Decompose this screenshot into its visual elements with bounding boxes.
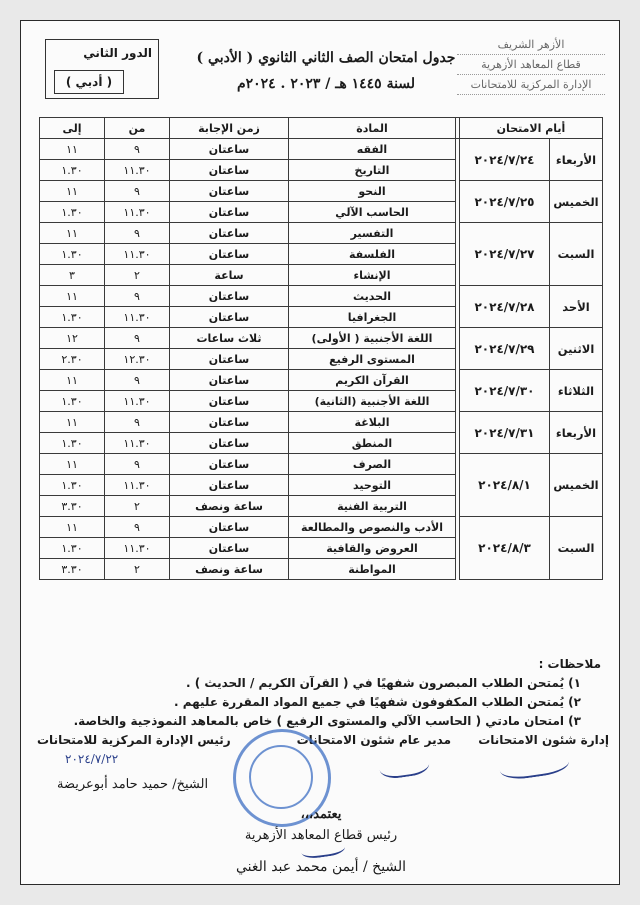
note-item: ١) يُمتحن الطلاب المبصرون شفهيًا في ( القرآن الكريم / الحديث ) .: [185, 676, 581, 690]
duration-cell: ساعتان: [170, 223, 289, 244]
date-cell: ٢٠٢٤/٧/٢٤: [460, 139, 550, 181]
title-line-2: لسنة ١٤٤٥ هـ / ٢٠٢٣ . ٢٠٢٤م: [236, 76, 416, 92]
to-cell: ١١: [40, 286, 105, 307]
column-gap: [456, 454, 460, 517]
day-cell: السبت: [550, 223, 603, 286]
table-header-row: [40, 118, 603, 139]
date-cell: ٢٠٢٤/٨/٣: [460, 517, 550, 580]
from-cell: ٩: [105, 517, 170, 538]
date-cell: ٢٠٢٤/٧/٢٨: [460, 286, 550, 328]
from-cell: ٩: [105, 412, 170, 433]
column-gap: [456, 223, 460, 286]
duration-cell: ساعتان: [170, 370, 289, 391]
from-cell: ١١.٣٠: [105, 391, 170, 412]
letterhead-line-3: الإدارة المركزية للامتحانات: [457, 75, 605, 95]
duration-cell: ساعتان: [170, 517, 289, 538]
subject-cell: البلاغة: [289, 412, 456, 433]
subject-cell: الحاسب الآلي: [289, 202, 456, 223]
col-header-subject: المادة: [289, 118, 456, 139]
day-cell: الخميس: [550, 181, 603, 223]
to-cell: ١.٣٠: [40, 307, 105, 328]
table-row: [40, 517, 603, 538]
table-row: [40, 139, 603, 160]
subject-cell: اللغة الأجنبية (الثانية): [289, 391, 456, 412]
exam-schedule-table: [39, 117, 603, 580]
date-cell: ٢٠٢٤/٨/١: [460, 454, 550, 517]
day-cell: الأربعاء: [550, 412, 603, 454]
to-cell: ١١: [40, 412, 105, 433]
to-cell: ٣.٣٠: [40, 496, 105, 517]
col-header-to: إلى: [40, 118, 105, 139]
from-cell: ٢: [105, 496, 170, 517]
letterhead-line-1: الأزهر الشريف: [457, 35, 605, 55]
subject-cell: الفقه: [289, 139, 456, 160]
day-cell: الثلاثاء: [550, 370, 603, 412]
subject-cell: اللغة الأجنبية ( الأولى): [289, 328, 456, 349]
table-row: [40, 454, 603, 475]
to-cell: ١١: [40, 223, 105, 244]
duration-cell: ثلاث ساعات: [170, 328, 289, 349]
subject-cell: القرآن الكريم: [289, 370, 456, 391]
column-gap: [456, 286, 460, 328]
to-cell: ٣.٣٠: [40, 559, 105, 580]
duration-cell: ساعتان: [170, 286, 289, 307]
schedule-body: [40, 139, 603, 580]
letterhead-line-2: قطاع المعاهد الأزهرية: [457, 55, 605, 75]
col-header-duration: زمن الإجابة: [170, 118, 289, 139]
subject-cell: الحديث: [289, 286, 456, 307]
duration-cell: ساعة ونصف: [170, 496, 289, 517]
to-cell: ١.٣٠: [40, 202, 105, 223]
from-cell: ١١.٣٠: [105, 244, 170, 265]
duration-cell: ساعتان: [170, 538, 289, 559]
subject-cell: التفسير: [289, 223, 456, 244]
to-cell: ١.٣٠: [40, 538, 105, 559]
note-item: ٣) امتحان مادتي ( الحاسب الآلي والمستوى الرفيع ) خاص بالمعاهد النموذجية والخاصة.: [73, 714, 581, 728]
note-item: ٢) يُمتحن الطلاب المكفوفون شفهيًا في جميع المواد المقررة عليهم .: [173, 695, 581, 709]
central-head-name: الشيخ/ حميد حامد أبوعريضة: [57, 777, 209, 792]
to-cell: ١.٣٠: [40, 391, 105, 412]
azhar-letterhead: [457, 35, 605, 105]
subject-cell: الأدب والنصوص والمطالعة: [289, 517, 456, 538]
duration-cell: ساعتان: [170, 181, 289, 202]
from-cell: ١١.٣٠: [105, 160, 170, 181]
subject-cell: الجغرافيا: [289, 307, 456, 328]
from-cell: ١١.٣٠: [105, 433, 170, 454]
handwritten-signature: [377, 748, 430, 781]
sector-head-name: الشيخ / أيمن محمد عبد الغني: [235, 859, 407, 875]
signature-central-head: رئيس الإدارة المركزية للامتحانات: [37, 733, 231, 747]
to-cell: ١.٣٠: [40, 160, 105, 181]
title-line-1: جدول امتحان الصف الثاني الثانوي ( الأدبي ): [196, 50, 456, 66]
duration-cell: ساعتان: [170, 433, 289, 454]
table-row: [40, 370, 603, 391]
round-label: الدور الثاني: [83, 46, 152, 60]
table-row: [40, 223, 603, 244]
day-cell: الأحد: [550, 286, 603, 328]
sector-head-title: رئيس قطاع المعاهد الأزهرية: [244, 828, 398, 843]
subject-cell: التوحيد: [289, 475, 456, 496]
column-gap: [456, 517, 460, 580]
signature-admin-exams: إدارة شئون الامتحانات: [478, 733, 609, 747]
subject-cell: المواطنة: [289, 559, 456, 580]
from-cell: ١١.٣٠: [105, 307, 170, 328]
notes-section: [41, 655, 601, 731]
subject-cell: الإنشاء: [289, 265, 456, 286]
handwritten-date: ٢٠٢٤/٧/٢٢: [65, 752, 119, 766]
duration-cell: ساعة: [170, 265, 289, 286]
column-gap: [456, 412, 460, 454]
from-cell: ٩: [105, 286, 170, 307]
from-cell: ٩: [105, 223, 170, 244]
to-cell: ٢.٣٠: [40, 349, 105, 370]
to-cell: ١١: [40, 454, 105, 475]
subject-cell: النحو: [289, 181, 456, 202]
handwritten-signature: [497, 744, 570, 781]
signature-general-manager: مدير عام شئون الامتحانات: [296, 733, 451, 747]
duration-cell: ساعتان: [170, 139, 289, 160]
from-cell: ١١.٣٠: [105, 538, 170, 559]
duration-cell: ساعتان: [170, 244, 289, 265]
to-cell: ١١: [40, 139, 105, 160]
to-cell: ١.٣٠: [40, 244, 105, 265]
from-cell: ٩: [105, 181, 170, 202]
day-cell: الخميس: [550, 454, 603, 517]
day-cell: السبت: [550, 517, 603, 580]
from-cell: ١١.٣٠: [105, 202, 170, 223]
duration-cell: ساعتان: [170, 454, 289, 475]
column-gap: [456, 181, 460, 223]
to-cell: ١١: [40, 517, 105, 538]
col-header-days: أيام الامتحان: [460, 118, 603, 139]
to-cell: ٣: [40, 265, 105, 286]
table-row: [40, 181, 603, 202]
table-row: [40, 328, 603, 349]
track-label: ( أدبي ): [54, 70, 124, 94]
date-cell: ٢٠٢٤/٧/٣٠: [460, 370, 550, 412]
column-gap: [456, 118, 460, 139]
to-cell: ١١: [40, 370, 105, 391]
document-page: [20, 20, 620, 885]
day-cell: الاثنين: [550, 328, 603, 370]
date-cell: ٢٠٢٤/٧/٢٩: [460, 328, 550, 370]
duration-cell: ساعة ونصف: [170, 559, 289, 580]
subject-cell: الصرف: [289, 454, 456, 475]
column-gap: [456, 139, 460, 181]
to-cell: ١.٣٠: [40, 475, 105, 496]
duration-cell: ساعتان: [170, 475, 289, 496]
from-cell: ٩: [105, 454, 170, 475]
day-cell: الأربعاء: [550, 139, 603, 181]
date-cell: ٢٠٢٤/٧/٢٧: [460, 223, 550, 286]
to-cell: ١٢: [40, 328, 105, 349]
col-header-from: من: [105, 118, 170, 139]
subject-cell: العروض والقافية: [289, 538, 456, 559]
to-cell: ١.٣٠: [40, 433, 105, 454]
from-cell: ٢: [105, 265, 170, 286]
subject-cell: التاريخ: [289, 160, 456, 181]
duration-cell: ساعتان: [170, 307, 289, 328]
date-cell: ٢٠٢٤/٧/٣١: [460, 412, 550, 454]
duration-cell: ساعتان: [170, 160, 289, 181]
subject-cell: التربية الفنية: [289, 496, 456, 517]
from-cell: ١١.٣٠: [105, 475, 170, 496]
from-cell: ٩: [105, 370, 170, 391]
notes-title: ملاحظات :: [538, 657, 601, 671]
date-cell: ٢٠٢٤/٧/٢٥: [460, 181, 550, 223]
subject-cell: المستوى الرفيع: [289, 349, 456, 370]
table-row: [40, 412, 603, 433]
document-title: [196, 45, 456, 97]
duration-cell: ساعتان: [170, 349, 289, 370]
table-row: [40, 286, 603, 307]
subject-cell: الفلسفة: [289, 244, 456, 265]
from-cell: ٩: [105, 328, 170, 349]
duration-cell: ساعتان: [170, 202, 289, 223]
from-cell: ٩: [105, 139, 170, 160]
subject-cell: المنطق: [289, 433, 456, 454]
approval-label: يعتمد،،،: [300, 807, 342, 822]
round-box: [45, 39, 159, 99]
duration-cell: ساعتان: [170, 391, 289, 412]
duration-cell: ساعتان: [170, 412, 289, 433]
from-cell: ١٢.٣٠: [105, 349, 170, 370]
from-cell: ٢: [105, 559, 170, 580]
to-cell: ١١: [40, 181, 105, 202]
column-gap: [456, 370, 460, 412]
column-gap: [456, 328, 460, 370]
